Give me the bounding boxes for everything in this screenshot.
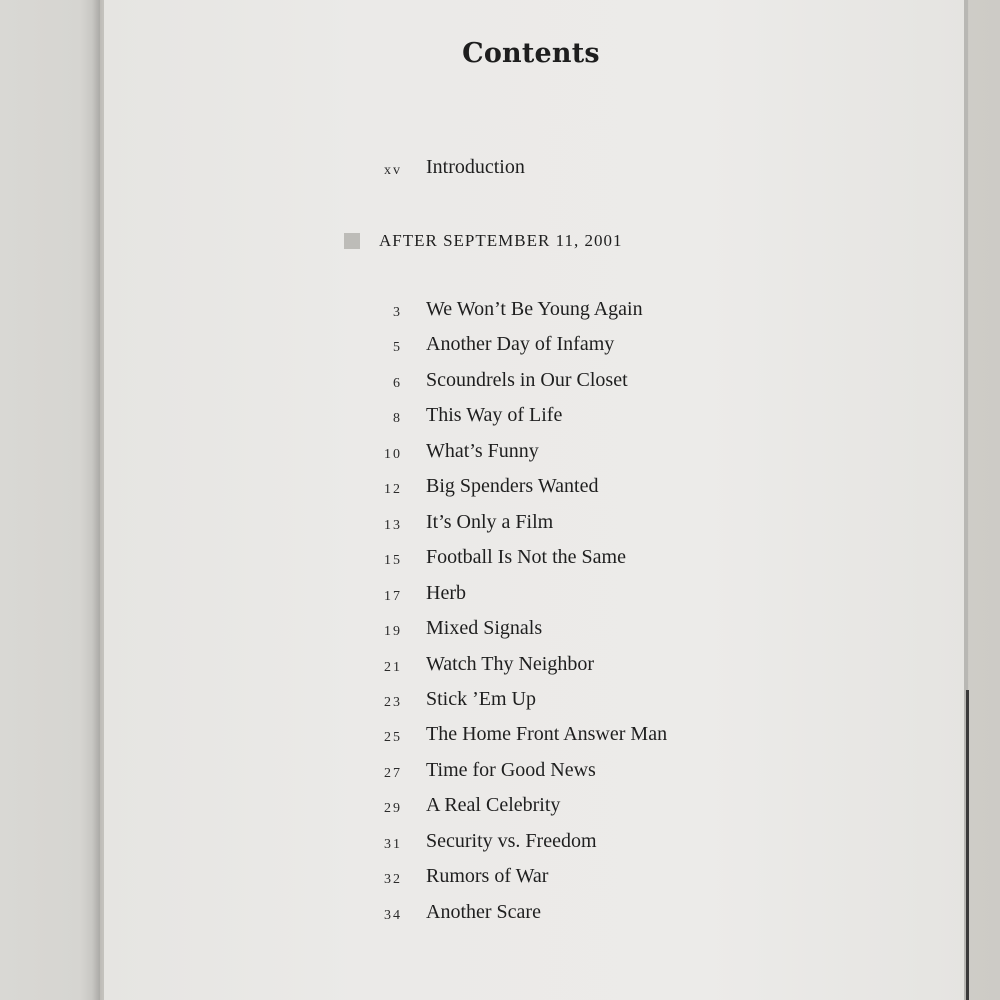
toc-entry <box>0 440 1000 470</box>
toc-entry-introduction <box>0 156 1000 186</box>
section-label: AFTER SEPTEMBER 11, 2001 <box>379 231 623 250</box>
toc-page-number: 32 <box>384 872 402 888</box>
toc-page-number: 6 <box>393 375 402 391</box>
toc-entry-title: Time for Good News <box>426 758 596 781</box>
toc-entry-title: Herb <box>426 581 466 604</box>
toc-entry-title: Another Day of Infamy <box>426 333 615 356</box>
toc-entry-title: It’s Only a Film <box>426 510 554 533</box>
toc-entry-title: Another Scare <box>426 900 541 923</box>
toc-entry <box>0 298 1000 328</box>
toc-page-number: 27 <box>384 765 402 781</box>
toc-page-number: xv <box>384 163 402 178</box>
toc-page-number: 10 <box>384 446 402 462</box>
toc-page-number: 15 <box>384 553 402 569</box>
toc-entry-title: Scoundrels in Our Closet <box>426 368 628 391</box>
toc-entry-title: The Home Front Answer Man <box>426 723 668 746</box>
toc-entry <box>0 404 1000 434</box>
toc-entry-title: Big Spenders Wanted <box>426 475 599 498</box>
toc-entry <box>0 333 1000 363</box>
toc-entry-title: A Real Celebrity <box>426 794 561 817</box>
toc-entry-title: Mixed Signals <box>426 617 543 639</box>
toc-page-number: 31 <box>384 836 402 852</box>
toc-entry <box>0 830 1000 860</box>
toc-entry-title: This Way of Life <box>426 404 563 427</box>
section-marker-square <box>344 233 360 249</box>
toc-entry-title: Watch Thy Neighbor <box>426 652 594 675</box>
toc-page-number: 19 <box>384 624 402 639</box>
toc-entry-title: Football Is Not the Same <box>426 546 626 569</box>
toc-entry <box>0 546 1000 576</box>
toc-entry-title: Rumors of War <box>426 865 549 888</box>
toc-page-number: 8 <box>393 411 402 427</box>
page-title: Contents <box>462 38 600 69</box>
toc-entry <box>0 901 1000 931</box>
toc-entry <box>0 865 1000 895</box>
toc-entry <box>0 653 1000 683</box>
toc-entry-title: Introduction <box>426 156 525 178</box>
toc-page-number: 3 <box>393 305 402 320</box>
toc-page-number: 17 <box>384 588 402 604</box>
toc-entry <box>0 688 1000 718</box>
toc-entry-title: Stick ’Em Up <box>426 688 536 710</box>
section-heading <box>344 230 744 254</box>
toc-entry <box>0 723 1000 753</box>
toc-entry <box>0 511 1000 541</box>
toc-page-number: 21 <box>384 659 402 675</box>
toc-page-number: 29 <box>384 801 402 817</box>
toc-entry <box>0 369 1000 399</box>
toc-page-number: 34 <box>384 907 402 923</box>
toc-entry <box>0 759 1000 789</box>
toc-entry-title: We Won’t Be Young Again <box>426 298 643 320</box>
toc-entry-title: What’s Funny <box>426 439 539 462</box>
toc-entry <box>0 617 1000 647</box>
toc-page-number: 25 <box>384 730 402 746</box>
toc-entry-title: Security vs. Freedom <box>426 829 597 852</box>
toc-page-number: 13 <box>384 517 402 533</box>
toc-page-number: 23 <box>384 695 402 710</box>
toc-page-number: 5 <box>393 340 402 356</box>
toc-entry <box>0 475 1000 505</box>
toc-page-number: 12 <box>384 482 402 498</box>
toc-entry <box>0 794 1000 824</box>
toc-entry <box>0 582 1000 612</box>
